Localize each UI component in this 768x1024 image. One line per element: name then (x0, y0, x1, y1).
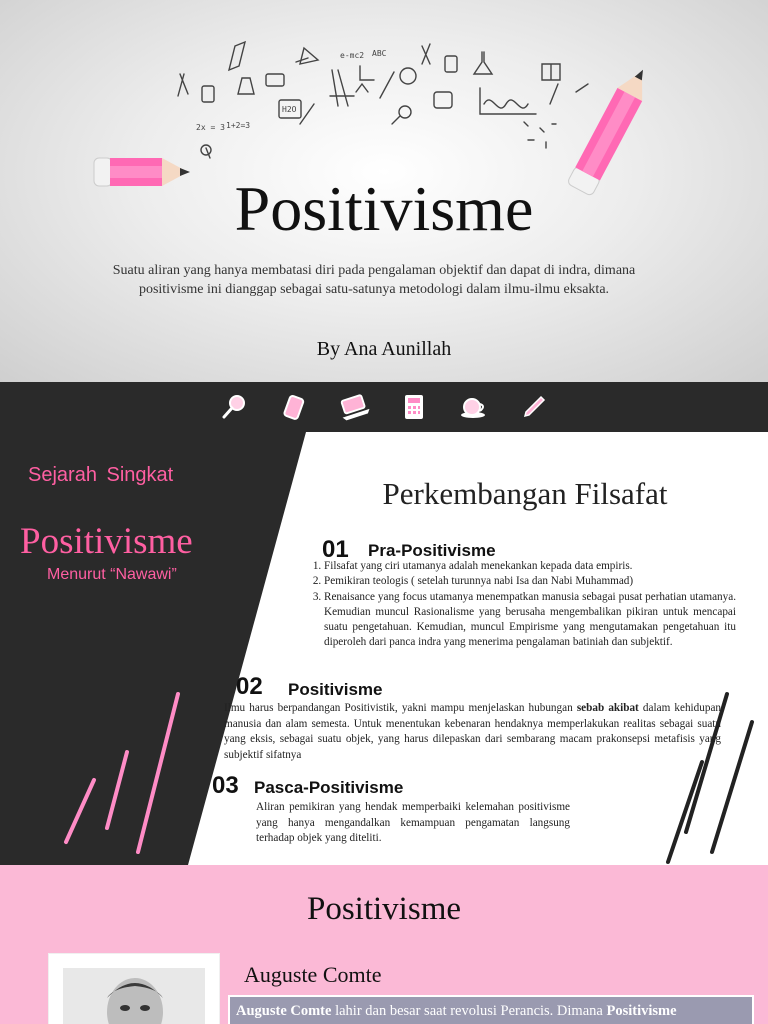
paragraph-text: Ilmu harus berpandangan Positivistik, yakni mampu menjelaskan hubungan (224, 702, 577, 714)
portrait-image (63, 968, 205, 1024)
pasca-positivisme-paragraph: Aliran pemikiran yang hendak memperbaiki kelemahan positivisme yang hanya mengandalkan kemampuan pengamatan langsung terhadap objek yang diteliti. (256, 801, 570, 844)
list-item: 1. Filsafat yang ciri utamanya adalah menekankan kepada data empiris. (324, 559, 736, 574)
pen-icon (518, 391, 550, 423)
calculator-icon (398, 391, 430, 423)
hero-title: Positivisme (234, 173, 534, 244)
coffee-cup-icon (458, 391, 490, 423)
doodle-text: 1+2=3 (226, 121, 251, 130)
paragraph-text: dalam kehidupan manusia dan alam semesta. Untuk menentukan kebenaran hendaknya memperlakukan realitas sebagai suatu yang eksis, sebagai suatu objek, yang harus dilepaskan dari sembarang macam prakonsepsi metafisis yang subjektif sifatnya (224, 702, 722, 761)
list-item: 3. Renaisance yang focus utamanya menempatkan manusia sebagai pusat perhatian utamanya. Kemudian muncul Rasionalisme yang berusaha mengembalikan pikiran untuk mencapai suatu pengetahuan. Kemudian, muncul Empirisme yang mengutamakan pengetahuan itu diperoleh dari panca indra yang menerima pengalaman batiniah dan subjektif. (324, 590, 736, 651)
side-heading: Sejarah Singkat (28, 464, 174, 486)
phone-icon (278, 391, 310, 423)
section-title: Positivisme (306, 891, 462, 927)
hero-author: By Ana Aunillah (316, 338, 452, 360)
portrait-frame (48, 953, 220, 1024)
section-heading: Pra-Positivisme (368, 541, 496, 560)
side-title: Positivisme (20, 521, 193, 562)
section-number: 02 (236, 673, 263, 700)
magnifier-icon (218, 391, 250, 423)
history-section (0, 432, 768, 865)
section-heading: Positivisme (288, 680, 383, 699)
laptop-icon (338, 391, 370, 423)
section-number: 03 (212, 772, 239, 799)
section-number: 01 (322, 536, 349, 563)
bio-box (228, 995, 754, 1024)
pra-positivisme-list (306, 559, 736, 651)
doodle-text: e-mc2 (340, 51, 365, 60)
person-name: Auguste Comte (244, 962, 382, 987)
doodle-text: 2x = 3 (196, 123, 225, 132)
side-subtitle: Menurut “Nawawi” (47, 566, 177, 583)
hero-section (0, 0, 768, 382)
paragraph-bold: sebab akibat (576, 702, 639, 714)
doodle-text: ABC (372, 49, 387, 58)
list-item: 2. Pemikiran teologis ( setelah turunnya nabi Isa dan Nabi Muhammad) (324, 574, 736, 589)
section-heading: Pasca-Positivisme (254, 778, 404, 797)
positivisme-paragraph (224, 701, 721, 763)
doodle-text: H2O (282, 105, 297, 114)
comte-section (0, 865, 768, 1024)
main-title: Perkembangan Filsafat (382, 476, 668, 511)
hero-subtitle: Suatu aliran yang hanya membatasi diri pada pengalaman objektif dan dapat di indra, dimana positivisme ini dianggap sebagai satu-satunya metodologi dalam ilmu-ilmu eksakta. (112, 263, 636, 297)
bio-bold: Auguste Comte (236, 1003, 332, 1019)
bio-text: lahir dan besar saat revolusi Perancis. Dimana (331, 1003, 607, 1019)
bio-bold: Positivisme (606, 1003, 677, 1019)
icon-strip (0, 382, 768, 432)
